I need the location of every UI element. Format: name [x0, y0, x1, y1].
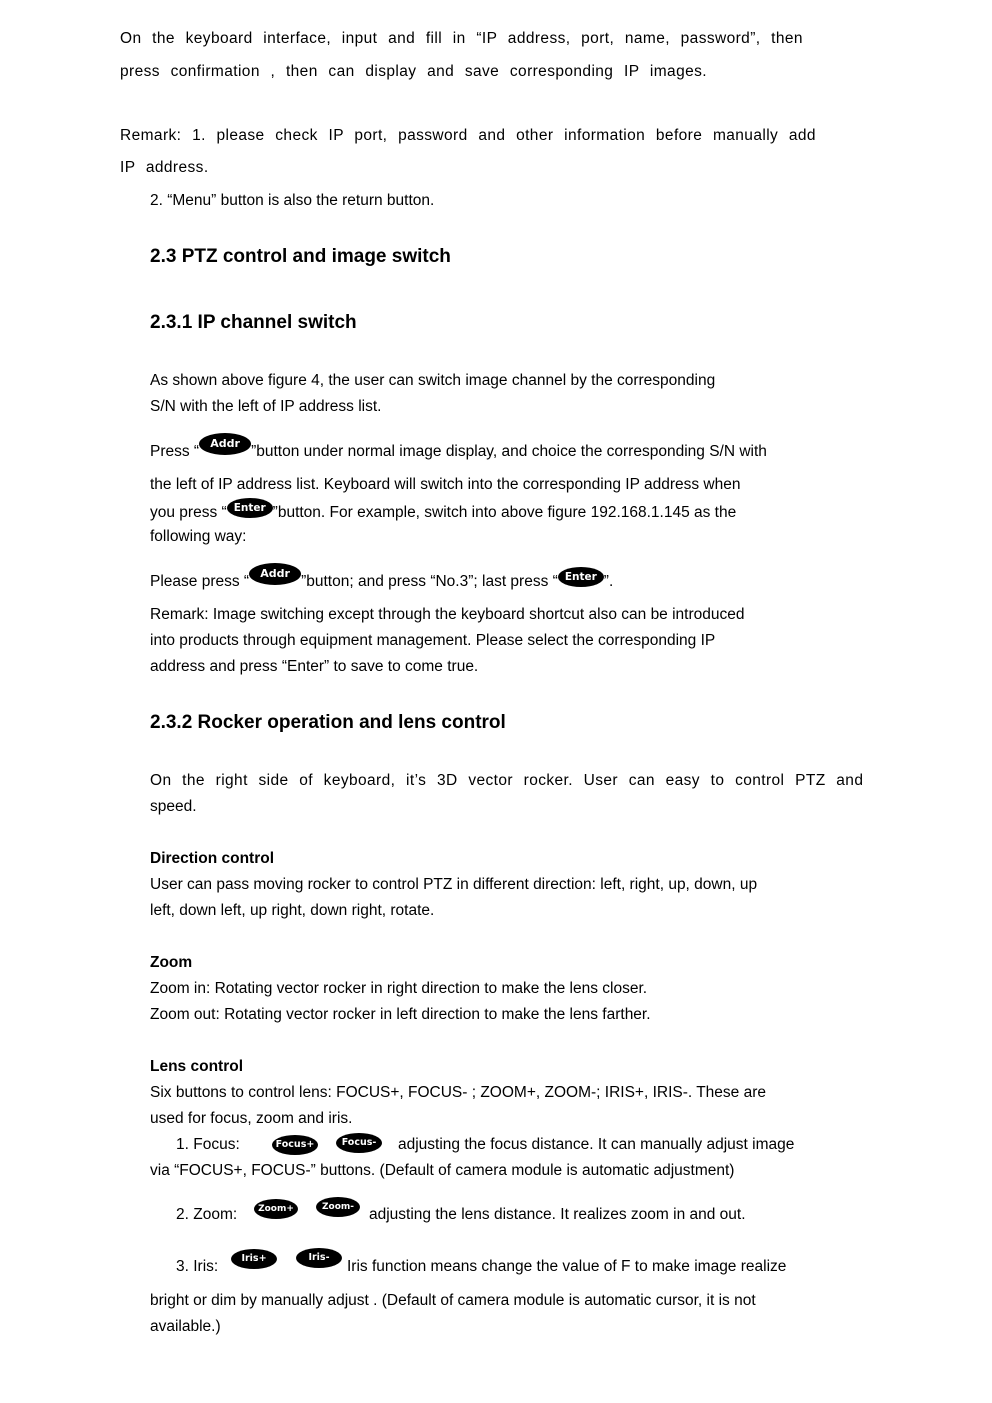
paragraph-line: Zoom out: Rotating vector rocker in left direction to make the lens farther.	[150, 1006, 651, 1023]
addr-button-icon: Addr	[249, 563, 301, 585]
zoom-heading: Zoom	[150, 954, 193, 971]
addr-button-icon: Addr	[199, 433, 251, 455]
list-item-label: 1. Focus:	[176, 1136, 240, 1153]
list-item-label: 3. Iris:	[176, 1258, 219, 1275]
paragraph-line: via “FOCUS+, FOCUS-” buttons. (Default of camera module is automatic adjustment)	[150, 1162, 735, 1179]
list-item-text: adjusting the focus distance. It can manually adjust image	[398, 1136, 795, 1153]
paragraph-line: S/N with the left of IP address list.	[150, 398, 382, 415]
list-item-label: 2. Zoom:	[176, 1206, 238, 1223]
enter-button-icon: Enter	[558, 567, 604, 587]
intro-line: On the keyboard interface, input and fill in “IP address, port, name, password”, then	[120, 30, 803, 47]
paragraph-line	[150, 567, 614, 593]
zoom-minus-button-icon: Zoom-	[316, 1197, 360, 1217]
paragraph-line	[150, 503, 736, 523]
text-run: ”button under normal image display, and choice the corresponding S/N with	[251, 443, 767, 461]
paragraph-line: As shown above figure 4, the user can switch image channel by the corresponding	[150, 372, 716, 389]
paragraph-line: On the right side of keyboard, it’s 3D vector rocker. User can easy to control PTZ and	[150, 772, 864, 789]
remark-line: Remark: Image switching except through the keyboard shortcut also can be introduced	[150, 606, 745, 623]
remark-line: address and press “Enter” to save to come true.	[150, 658, 479, 675]
paragraph-line	[150, 437, 767, 463]
remark-line: IP address.	[120, 159, 209, 176]
text-run: Please press “	[150, 573, 250, 591]
focus-minus-button-icon: Focus-	[336, 1133, 382, 1153]
list-item-text: adjusting the lens distance. It realizes zoom in and out.	[369, 1206, 746, 1223]
paragraph-line: Zoom in: Rotating vector rocker in right direction to make the lens closer.	[150, 980, 648, 997]
remark-line: Remark: 1. please check IP port, password and other information before manually add	[120, 127, 816, 144]
paragraph-line: following way:	[150, 528, 247, 545]
text-run: ”button. For example, switch into above figure 192.168.1.145 as the	[272, 504, 737, 522]
text-run: Press “	[150, 443, 200, 461]
enter-button-icon: Enter	[227, 498, 273, 518]
section-heading: 2.3 PTZ control and image switch	[150, 246, 451, 267]
text-run: you press “	[150, 504, 227, 522]
paragraph-line: used for focus, zoom and iris.	[150, 1110, 353, 1127]
paragraph-line: speed.	[150, 798, 197, 815]
iris-minus-button-icon: Iris-	[296, 1248, 342, 1268]
paragraph-line: Six buttons to control lens: FOCUS+, FOCUS- ; ZOOM+, ZOOM-; IRIS+, IRIS-. These are	[150, 1084, 767, 1101]
direction-heading: Direction control	[150, 850, 275, 867]
zoom-plus-button-icon: Zoom+	[254, 1199, 298, 1219]
text-run: ”button; and press “No.3”; last press “	[301, 573, 558, 591]
subsection-heading: 2.3.1 IP channel switch	[150, 312, 357, 333]
list-item-text: Iris function means change the value of F to make image realize	[347, 1258, 787, 1275]
text-run: ”.	[603, 573, 614, 591]
intro-line: press confirmation , then can display and save corresponding IP images.	[120, 63, 707, 80]
paragraph-line: available.)	[150, 1318, 221, 1335]
paragraph-line: the left of IP address list. Keyboard will switch into the corresponding IP address when	[150, 476, 741, 493]
paragraph-line: bright or dim by manually adjust . (Default of camera module is automatic cursor, it is not	[150, 1292, 756, 1309]
lens-heading: Lens control	[150, 1058, 244, 1075]
paragraph-line: User can pass moving rocker to control PTZ in different direction: left, right, up, down, up	[150, 876, 758, 893]
iris-plus-button-icon: Iris+	[231, 1249, 277, 1269]
subsection-heading: 2.3.2 Rocker operation and lens control	[150, 712, 506, 733]
remark-line: into products through equipment management. Please select the corresponding IP	[150, 632, 716, 649]
remark-item: 2. “Menu” button is also the return button.	[150, 192, 435, 209]
paragraph-line: left, down left, up right, down right, rotate.	[150, 902, 435, 919]
focus-plus-button-icon: Focus+	[272, 1135, 318, 1155]
